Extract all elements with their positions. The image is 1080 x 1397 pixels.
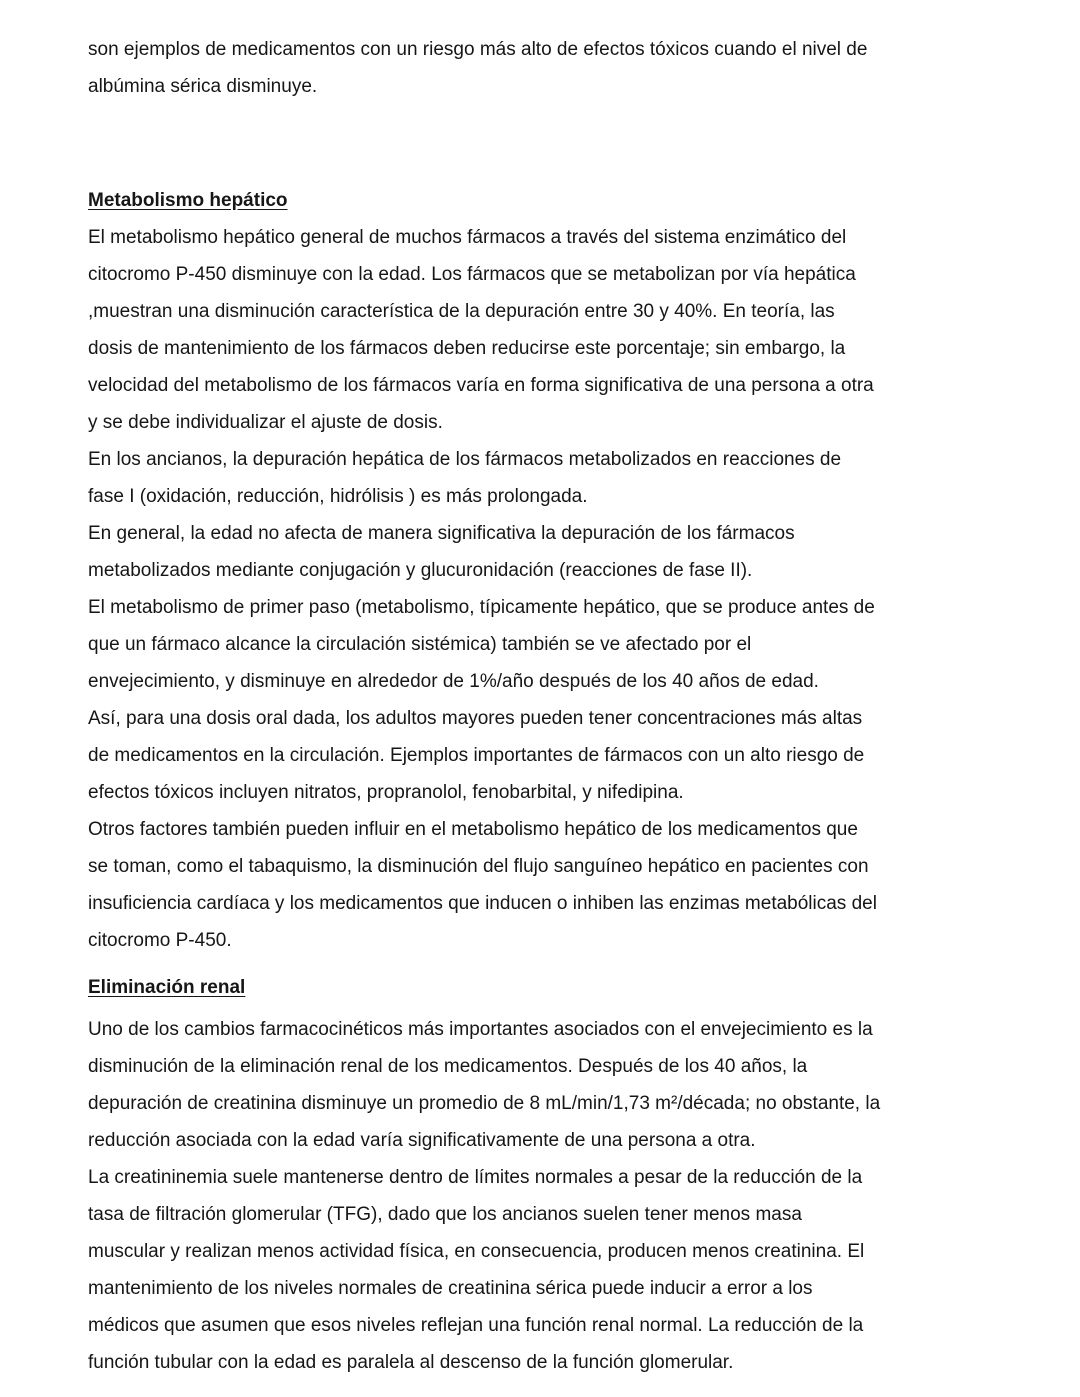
text-line: velocidad del metabolismo de los fármacos varía en forma significativa de una persona a otra xyxy=(88,375,874,396)
text-line: citocromo P-450. xyxy=(88,930,232,951)
text-line: reducción asociada con la edad varía significativamente de una persona a otra. xyxy=(88,1130,756,1151)
text-line: citocromo P-450 disminuye con la edad. Los fármacos que se metabolizan por vía hepática xyxy=(88,264,856,285)
text-line: albúmina sérica disminuye. xyxy=(88,76,318,97)
text-line: tasa de filtración glomerular (TFG), dado que los ancianos suelen tener menos masa xyxy=(88,1204,802,1225)
heading-metabolismo-hepatico: Metabolismo hepático xyxy=(88,190,288,211)
text-line: La creatininemia suele mantenerse dentro de límites normales a pesar de la reducción de la xyxy=(88,1167,863,1188)
text-line: que un fármaco alcance la circulación sistémica) también se ve afectado por el xyxy=(88,634,752,655)
text-line: depuración de creatinina disminuye un promedio de 8 mL/min/1,73 m²/década; no obstante, la xyxy=(88,1093,881,1114)
text-line: ,muestran una disminución característica de la depuración entre 30 y 40%. En teoría, las xyxy=(88,301,835,322)
text-line: disminución de la eliminación renal de los medicamentos. Después de los 40 años, la xyxy=(88,1056,808,1077)
text-line: En los ancianos, la depuración hepática de los fármacos metabolizados en reacciones de xyxy=(88,449,842,470)
intro-paragraph xyxy=(88,31,1040,105)
text-line: efectos tóxicos incluyen nitratos, propranolol, fenobarbital, y nifedipina. xyxy=(88,782,684,803)
text-line: El metabolismo de primer paso (metabolismo, típicamente hepático, que se produce antes de xyxy=(88,597,875,618)
section-metabolismo-hepatico-body xyxy=(88,219,1040,959)
text-line: muscular y realizan menos actividad física, en consecuencia, producen menos creatinina. El xyxy=(88,1241,865,1262)
text-line: envejecimiento, y disminuye en alrededor de 1%/año después de los 40 años de edad. xyxy=(88,671,819,692)
text-line: insuficiencia cardíaca y los medicamentos que inducen o inhiben las enzimas metabólicas del xyxy=(88,893,877,914)
text-line: fase I (oxidación, reducción, hidrólisis ) es más prolongada. xyxy=(88,486,588,507)
text-line: Otros factores también pueden influir en el metabolismo hepático de los medicamentos que xyxy=(88,819,858,840)
text-line: Uno de los cambios farmacocinéticos más importantes asociados con el envejecimiento es la xyxy=(88,1019,873,1040)
text-line: y se debe individualizar el ajuste de dosis. xyxy=(88,412,443,433)
heading-eliminacion-renal: Eliminación renal xyxy=(88,977,246,998)
text-line: se toman, como el tabaquismo, la disminución del flujo sanguíneo hepático en pacientes con xyxy=(88,856,869,877)
text-line: El metabolismo hepático general de muchos fármacos a través del sistema enzimático del xyxy=(88,227,847,248)
text-line: mantenimiento de los niveles normales de creatinina sérica puede inducir a error a los xyxy=(88,1278,813,1299)
text-line: Así, para una dosis oral dada, los adultos mayores pueden tener concentraciones más altas xyxy=(88,708,863,729)
text-line: metabolizados mediante conjugación y glucuronidación (reacciones de fase II). xyxy=(88,560,753,581)
text-line: de medicamentos en la circulación. Ejemplos importantes de fármacos con un alto riesgo de xyxy=(88,745,865,766)
text-line: función tubular con la edad es paralela al descenso de la función glomerular. xyxy=(88,1352,734,1373)
text-line: En general, la edad no afecta de manera significativa la depuración de los fármacos xyxy=(88,523,795,544)
text-line: dosis de mantenimiento de los fármacos deben reducirse este porcentaje; sin embargo, la xyxy=(88,338,846,359)
section-eliminacion-renal-body xyxy=(88,1011,1040,1381)
text-line: médicos que asumen que esos niveles reflejan una función renal normal. La reducción de la xyxy=(88,1315,864,1336)
text-line: son ejemplos de medicamentos con un riesgo más alto de efectos tóxicos cuando el nivel de xyxy=(88,39,868,60)
